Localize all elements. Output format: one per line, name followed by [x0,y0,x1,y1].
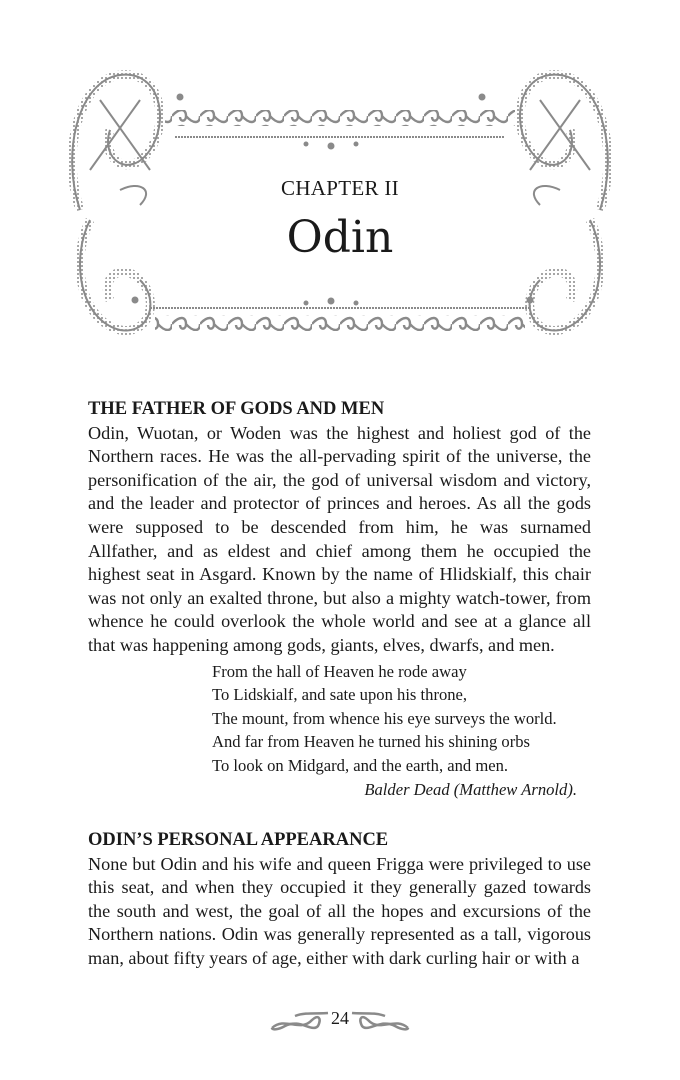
verse-line: To look on Midgard, and the earth, and men. [212,755,509,775]
verse-quote [212,660,591,802]
verse-line: The mount, from whence his eye surveys the world. [212,708,557,728]
verse-attribution: Balder Dead (Matthew Arnold). [364,779,577,799]
verse-line: To Lidskialf, and sate upon his throne, [212,685,468,705]
page-number: 24 [331,1008,349,1028]
section-heading: ODIN’S PERSONAL APPEARANCE [88,830,389,851]
chapter-frame-ornament [60,60,620,360]
body-paragraph: None but Odin and his wife and queen Frigga were privileged to use this seat, and when they occupied it they generally gazed towards the south and west, the goal of all the hopes and excursions of the Northern nations. Odin was generally represented as a tall, vigorous man, about fifty years of age, either with dark curling hair or with a [88,853,591,969]
chapter-body [88,398,591,971]
verse-line: From the hall of Heaven he rode away [212,661,467,681]
body-paragraph: Odin, Wuotan, or Woden was the highest and holiest god of the Northern races. He was the all-pervading spirit of the universe, the personification of the air, the god of universal wisdom and victory, and the leader and protector of princes and heroes. As all the gods were supposed to be descended from him, he was surnamed Allfather, and as eldest and chief among them he occupied the highest seat in Asgard. Known by the name of Hlidskialf, this chair was not only an exalted throne, but also a mighty watch-tower, from whence he could overlook the whole world and see at a glance all that was happening among gods, giants, elves, dwarfs, and men. [88,422,591,655]
verse-line: And far from Heaven he turned his shining orbs [212,732,530,752]
chapter-title: Odin [286,212,394,263]
section-heading: THE FATHER OF GODS AND MEN [88,399,385,419]
chapter-label: CHAPTER II [281,176,399,200]
